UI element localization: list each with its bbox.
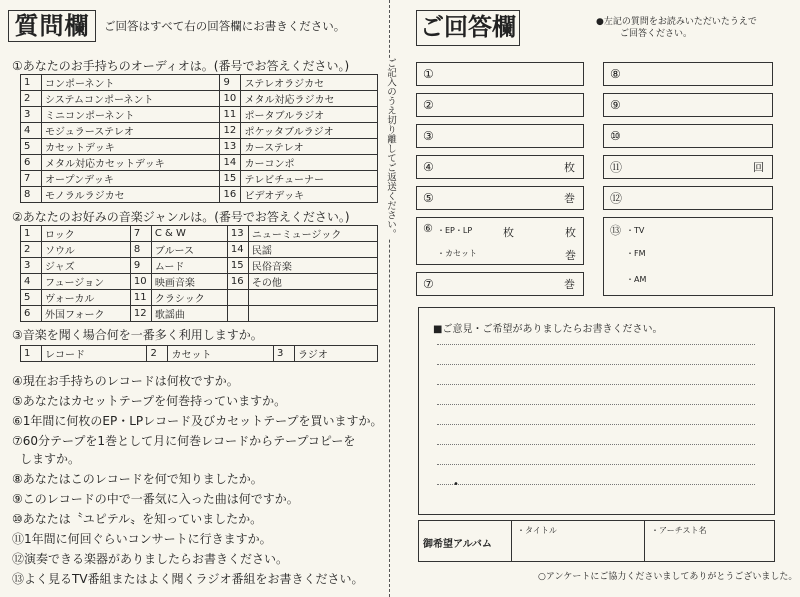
option-number: 12 xyxy=(220,123,241,139)
option-row xyxy=(21,290,378,306)
comment-line xyxy=(437,484,755,485)
option-label: ロック xyxy=(42,226,131,242)
option-label: 映画音楽 xyxy=(151,274,227,290)
question-3: ③音楽を聞く場合何を一番多く利用しますか。 xyxy=(12,328,263,342)
option-row xyxy=(21,139,378,155)
unit-mai-ep: 枚 xyxy=(503,226,514,239)
option-label xyxy=(248,306,377,322)
option-number: 13 xyxy=(227,226,248,242)
option-number: 15 xyxy=(227,258,248,274)
unit-kan-7: 巻 xyxy=(564,278,575,291)
album-title-label: ・タイトル xyxy=(517,526,557,535)
answer-num-9: ⑨ xyxy=(610,98,621,112)
album-separator xyxy=(644,521,645,561)
answer-num-13: ⑬ xyxy=(610,224,621,237)
option-label xyxy=(248,290,377,306)
tv-label: ・TV xyxy=(626,226,645,235)
option-number: 7 xyxy=(130,226,151,242)
option-number: 4 xyxy=(21,274,42,290)
option-row xyxy=(21,306,378,322)
question-8: ⑧あなたはこのレコードを何で知りましたか。 xyxy=(12,472,263,486)
question-4: ④現在お手持ちのレコードは何枚ですか。 xyxy=(12,374,239,388)
option-number: 8 xyxy=(130,242,151,258)
unit-kai: 回 xyxy=(753,161,764,174)
question-10: ⑩あなたは〝ユピテル〟を知っていましたか。 xyxy=(12,512,263,526)
question-1-options xyxy=(20,74,378,203)
option-number: 3 xyxy=(21,107,42,123)
option-label: システムコンポーネント xyxy=(42,91,220,107)
option-number: 6 xyxy=(21,306,42,322)
ep-lp-label: ・EP・LP xyxy=(437,226,473,235)
option-row xyxy=(21,346,378,362)
answer-num-12: ⑫ xyxy=(610,191,623,206)
option-label: その他 xyxy=(248,274,377,290)
option-label: ラジオ xyxy=(294,346,377,362)
option-label: 民謡 xyxy=(248,242,377,258)
answer-box-3[interactable] xyxy=(416,124,584,148)
unit-kan: 巻 xyxy=(564,192,575,205)
cut-instruction: ご記入のうえ切り離してご返送ください。 xyxy=(382,58,396,239)
option-label: テレビチューナー xyxy=(241,171,378,187)
option-label: ポケッタブルラジオ xyxy=(241,123,378,139)
option-row xyxy=(21,91,378,107)
option-label: ジャズ xyxy=(42,258,131,274)
option-number: 15 xyxy=(220,171,241,187)
question-title: 質問欄 xyxy=(8,10,96,42)
answer-num-2: ② xyxy=(423,98,434,112)
question-7-cont: しますか。 xyxy=(20,452,81,466)
answer-box-10[interactable] xyxy=(603,124,773,148)
option-row xyxy=(21,226,378,242)
answer-box-1[interactable] xyxy=(416,62,584,86)
option-row xyxy=(21,274,378,290)
option-row xyxy=(21,75,378,91)
question-1: ①あなたのお手持ちのオーディオは。(番号でお答えください。) xyxy=(12,59,350,73)
comment-line xyxy=(437,444,755,445)
comment-heading: ■ご意見・ご希望がありましたらお書きください。 xyxy=(433,324,663,335)
option-row xyxy=(21,107,378,123)
answer-box-5[interactable] xyxy=(416,186,584,210)
option-number: 2 xyxy=(21,242,42,258)
answer-note xyxy=(596,16,757,40)
option-number: 4 xyxy=(21,123,42,139)
option-row xyxy=(21,123,378,139)
option-row xyxy=(21,187,378,203)
option-label: 歌謡曲 xyxy=(151,306,227,322)
answer-note-line2: ご回答ください。 xyxy=(620,29,693,39)
option-label: コンポーネント xyxy=(42,75,220,91)
option-label: 民俗音楽 xyxy=(248,258,377,274)
option-label: ムード xyxy=(151,258,227,274)
option-number: 5 xyxy=(21,290,42,306)
option-number: 11 xyxy=(220,107,241,123)
answer-box-8[interactable] xyxy=(603,62,773,86)
unit-kan-cassette: 巻 xyxy=(565,249,576,262)
answer-box-2[interactable] xyxy=(416,93,584,117)
option-label: ステレオラジカセ xyxy=(241,75,378,91)
option-number: 16 xyxy=(220,187,241,203)
answer-num-6: ⑥ xyxy=(423,222,433,235)
comment-bullet: • xyxy=(453,479,459,490)
question-13: ⑬よく見るTV番組またはよく聞くラジオ番組をお書きください。 xyxy=(12,572,364,586)
comment-line xyxy=(437,424,755,425)
answer-num-3: ③ xyxy=(423,129,434,143)
option-number: 10 xyxy=(130,274,151,290)
question-2-options xyxy=(20,225,378,322)
comment-line xyxy=(437,364,755,365)
comment-line xyxy=(437,384,755,385)
answer-num-7: ⑦ xyxy=(423,277,434,291)
album-separator xyxy=(511,521,512,561)
option-label: レコード xyxy=(42,346,147,362)
option-number xyxy=(227,306,248,322)
answer-box-12[interactable] xyxy=(603,186,773,210)
comment-line xyxy=(437,404,755,405)
option-number: 1 xyxy=(21,346,42,362)
option-number: 10 xyxy=(220,91,241,107)
answer-box-9[interactable] xyxy=(603,93,773,117)
question-12: ⑫演奏できる楽器がありましたらお書きください。 xyxy=(12,552,289,566)
option-label: ソウル xyxy=(42,242,131,258)
option-label: ミニコンポーネント xyxy=(42,107,220,123)
option-number: 9 xyxy=(130,258,151,274)
option-number: 8 xyxy=(21,187,42,203)
option-row xyxy=(21,258,378,274)
option-number: 3 xyxy=(21,258,42,274)
option-row xyxy=(21,155,378,171)
question-6: ⑥1年間に何枚のEP・LPレコード及びカセットテープを買いますか。 xyxy=(12,414,383,428)
option-label: ブルース xyxy=(151,242,227,258)
answer-note-line1: ●左記の質問をお読みいただいたうえで xyxy=(596,17,757,27)
option-label: カーコンポ xyxy=(241,155,378,171)
option-label: クラシック xyxy=(151,290,227,306)
unit-mai: 枚 xyxy=(564,161,575,174)
answer-title: ご回答欄 xyxy=(416,10,520,46)
comment-box[interactable] xyxy=(418,307,775,515)
option-number: 3 xyxy=(273,346,294,362)
option-number: 2 xyxy=(147,346,168,362)
answer-num-11: ⑪ xyxy=(610,160,623,175)
comment-line xyxy=(437,464,755,465)
answer-box-6[interactable] xyxy=(416,217,584,265)
option-label: ニューミュージック xyxy=(248,226,377,242)
option-number: 13 xyxy=(220,139,241,155)
option-label: モジュラーステレオ xyxy=(42,123,220,139)
question-2: ②あなたのお好みの音楽ジャンルは。(番号でお答えください。) xyxy=(12,210,350,224)
album-label: 御希望アルバム xyxy=(423,539,492,550)
option-label: カーステレオ xyxy=(241,139,378,155)
question-11: ⑪1年間に何回ぐらいコンサートに行きますか。 xyxy=(12,532,272,546)
am-label: ・AM xyxy=(626,275,647,284)
question-5: ⑤あなたはカセットテープを何巻持っていますか。 xyxy=(12,394,287,408)
album-request-box[interactable] xyxy=(418,520,775,562)
answer-num-1: ① xyxy=(423,67,434,81)
question-9: ⑨このレコードの中で一番気に入った曲は何ですか。 xyxy=(12,492,299,506)
option-label: ポータブルラジオ xyxy=(241,107,378,123)
option-number: 2 xyxy=(21,91,42,107)
option-number: 14 xyxy=(227,242,248,258)
option-label: オープンデッキ xyxy=(42,171,220,187)
question-intro: ご回答はすべて右の回答欄にお書きください。 xyxy=(104,19,346,33)
option-number xyxy=(227,290,248,306)
option-number: 7 xyxy=(21,171,42,187)
option-row xyxy=(21,242,378,258)
thanks-message: ○アンケートにご協力くださいましてありがとうございました。 xyxy=(538,572,798,582)
fm-label: ・FM xyxy=(626,249,646,258)
answer-box-11[interactable] xyxy=(603,155,773,179)
option-number: 1 xyxy=(21,75,42,91)
option-number: 14 xyxy=(220,155,241,171)
comment-line xyxy=(437,344,755,345)
question-panel xyxy=(0,0,386,597)
option-number: 1 xyxy=(21,226,42,242)
option-label: カセット xyxy=(168,346,273,362)
answer-box-13[interactable] xyxy=(603,217,773,296)
answer-num-10: ⑩ xyxy=(610,129,621,143)
option-number: 5 xyxy=(21,139,42,155)
option-label: メタル対応カセットデッキ xyxy=(42,155,220,171)
option-label: ビデオデッキ xyxy=(241,187,378,203)
album-artist-label: ・アーチスト名 xyxy=(651,526,707,535)
answer-box-7[interactable] xyxy=(416,272,584,296)
option-number: 9 xyxy=(220,75,241,91)
cassette-label: ・カセット xyxy=(437,249,477,258)
unit-mai-lp: 枚 xyxy=(565,226,576,239)
option-label: カセットデッキ xyxy=(42,139,220,155)
question-3-options xyxy=(20,345,378,362)
answer-num-5: ⑤ xyxy=(423,191,434,205)
question-7: ⑦60分テープを1巻として月に何巻レコードからテープコピーを xyxy=(12,434,356,448)
option-number: 12 xyxy=(130,306,151,322)
option-number: 6 xyxy=(21,155,42,171)
option-label: ヴォーカル xyxy=(42,290,131,306)
answer-box-4[interactable] xyxy=(416,155,584,179)
option-number: 16 xyxy=(227,274,248,290)
option-label: 外国フォーク xyxy=(42,306,131,322)
option-row xyxy=(21,171,378,187)
option-label: メタル対応ラジカセ xyxy=(241,91,378,107)
answer-num-4: ④ xyxy=(423,160,434,174)
answer-num-8: ⑧ xyxy=(610,67,621,81)
option-label: モノラルラジカセ xyxy=(42,187,220,203)
option-label: フュージョン xyxy=(42,274,131,290)
option-number: 11 xyxy=(130,290,151,306)
option-label: C & W xyxy=(151,226,227,242)
